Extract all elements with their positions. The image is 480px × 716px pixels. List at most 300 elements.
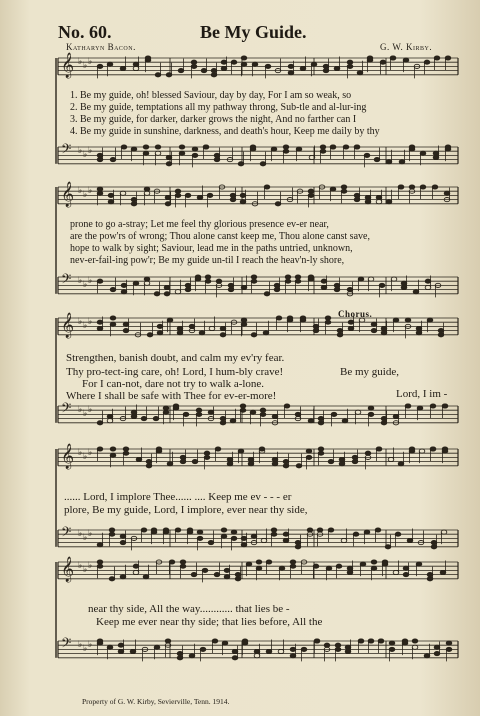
note-head xyxy=(224,575,230,579)
note-head xyxy=(376,447,382,451)
note-head xyxy=(336,564,342,568)
note-head xyxy=(318,447,324,451)
note-head xyxy=(97,320,103,324)
note-head xyxy=(403,573,409,577)
note-head xyxy=(300,316,306,320)
note-head xyxy=(141,528,147,532)
flat-sign: ♭ xyxy=(88,57,93,67)
note-head xyxy=(445,145,451,149)
note-head xyxy=(120,66,126,70)
note-head xyxy=(409,185,415,189)
note-head xyxy=(307,528,313,532)
note-head xyxy=(368,406,374,410)
note-head xyxy=(221,534,227,538)
note-head xyxy=(265,64,271,68)
note-head xyxy=(221,66,227,70)
note-head xyxy=(413,290,419,294)
note-head xyxy=(204,455,210,459)
note-head xyxy=(271,528,277,532)
note-head xyxy=(416,331,422,335)
note-head xyxy=(220,326,226,330)
note-head xyxy=(314,639,320,643)
note-head xyxy=(285,279,291,283)
note-head xyxy=(123,447,129,451)
note-head xyxy=(97,158,103,162)
note-head xyxy=(241,322,247,326)
note-head xyxy=(311,62,317,66)
note-head xyxy=(401,281,407,285)
note-head xyxy=(238,162,244,166)
note-head xyxy=(417,406,423,410)
note-head xyxy=(389,641,395,645)
note-head xyxy=(179,151,185,155)
note-head xyxy=(378,639,384,643)
note-head xyxy=(334,66,340,70)
treble-clef: 𝄞 xyxy=(61,557,75,582)
note-head xyxy=(155,73,161,77)
note-head xyxy=(376,195,382,199)
note-head xyxy=(231,530,237,534)
note-head xyxy=(200,647,206,651)
note-head xyxy=(179,145,185,149)
note-head xyxy=(347,64,353,68)
note-head xyxy=(165,202,171,206)
note-head xyxy=(220,417,226,421)
note-head xyxy=(295,279,301,283)
note-head xyxy=(388,457,394,461)
flat-sign: ♭ xyxy=(78,317,83,327)
note-head xyxy=(241,318,247,322)
note-head xyxy=(153,417,159,421)
note-head xyxy=(434,645,440,649)
note-head xyxy=(431,545,437,549)
note-head xyxy=(183,412,189,416)
note-head xyxy=(272,462,278,466)
flat-sign: ♭ xyxy=(83,409,88,419)
note-head xyxy=(313,564,319,568)
note-head xyxy=(97,191,103,195)
note-head xyxy=(123,451,129,455)
flat-sign: ♭ xyxy=(88,561,93,571)
note-head xyxy=(271,532,277,536)
note-head xyxy=(365,195,371,199)
verse-1-line-3: Strengthen, banish doubt, and calm my ev'ry fear. xyxy=(66,352,285,364)
note-head xyxy=(110,453,116,457)
note-head xyxy=(166,73,172,77)
note-head xyxy=(175,189,181,193)
note-head xyxy=(357,71,363,75)
note-head xyxy=(214,573,220,577)
note-head xyxy=(348,320,354,324)
note-head xyxy=(393,318,399,322)
note-head xyxy=(425,279,431,283)
note-head xyxy=(185,288,191,292)
note-head xyxy=(144,277,150,281)
note-head xyxy=(375,528,381,532)
note-head xyxy=(409,447,415,451)
note-head xyxy=(230,193,236,197)
note-head xyxy=(164,285,170,289)
note-head xyxy=(335,647,341,651)
note-head xyxy=(431,541,437,545)
verse-4-line-3: Where I shall be safe with Thee for ev-er-more! xyxy=(66,390,277,402)
note-head xyxy=(425,285,431,289)
flat-sign: ♭ xyxy=(88,448,93,458)
note-head xyxy=(121,290,127,294)
note-head xyxy=(419,449,425,453)
note-head xyxy=(120,534,126,538)
note-head xyxy=(381,331,387,335)
note-head xyxy=(306,455,312,459)
system5-lower-words: Keep me ever near thy side; that lies before, All the xyxy=(96,616,323,628)
note-head xyxy=(191,60,197,64)
note-head xyxy=(212,639,218,643)
note-head xyxy=(341,538,347,542)
note-head xyxy=(133,564,139,568)
bass-clef: 𝄢 xyxy=(61,141,72,160)
note-head xyxy=(241,56,247,60)
note-head xyxy=(420,151,426,155)
note-head xyxy=(398,185,404,189)
note-head xyxy=(325,320,331,324)
note-head xyxy=(110,322,116,326)
note-head xyxy=(143,145,149,149)
note-head xyxy=(339,462,345,466)
note-head xyxy=(382,560,388,564)
note-head xyxy=(235,573,241,577)
note-head xyxy=(211,69,217,73)
note-head xyxy=(276,316,282,320)
note-head xyxy=(228,283,234,287)
note-head xyxy=(260,408,266,412)
note-head xyxy=(337,333,343,337)
note-head xyxy=(368,639,374,643)
note-head xyxy=(131,414,137,418)
note-head xyxy=(123,329,129,333)
note-head xyxy=(214,158,220,162)
note-head xyxy=(227,457,233,461)
note-head xyxy=(320,145,326,149)
note-head xyxy=(347,566,353,570)
note-head xyxy=(97,639,103,643)
note-head xyxy=(272,414,278,418)
note-head xyxy=(427,318,433,322)
note-head xyxy=(393,570,399,574)
note-head xyxy=(342,419,348,423)
note-head xyxy=(399,160,405,164)
note-head xyxy=(250,145,256,149)
note-head xyxy=(391,277,397,281)
note-head xyxy=(154,645,160,649)
verse-3-line-3: For I can-not, dare not try to walk a-lone. xyxy=(82,378,265,390)
note-head xyxy=(133,281,139,285)
note-head xyxy=(227,462,233,466)
note-head xyxy=(110,158,116,162)
note-head xyxy=(180,460,186,464)
note-head xyxy=(195,275,201,279)
note-head xyxy=(403,58,409,62)
note-head xyxy=(109,577,115,581)
note-head xyxy=(97,421,103,425)
flat-sign: ♭ xyxy=(78,561,83,571)
note-head xyxy=(189,324,195,328)
note-head xyxy=(197,536,203,540)
note-head xyxy=(321,285,327,289)
note-head xyxy=(368,412,374,416)
note-head xyxy=(120,541,126,545)
note-head xyxy=(254,654,260,658)
note-head xyxy=(395,532,401,536)
note-head xyxy=(264,292,270,296)
verse-2-line-1: 2. Be my guide, temptations all my pathway throng, Sub-tle and al-lur-ing xyxy=(70,102,367,113)
note-head xyxy=(341,185,347,189)
note-head xyxy=(330,187,336,191)
note-head xyxy=(300,66,306,70)
note-head xyxy=(381,421,387,425)
note-head xyxy=(371,329,377,333)
note-head xyxy=(144,281,150,285)
note-head xyxy=(133,62,139,66)
note-head xyxy=(283,460,289,464)
note-head xyxy=(398,462,404,466)
note-head xyxy=(196,412,202,416)
note-head xyxy=(165,639,171,643)
note-head xyxy=(290,647,296,651)
note-head xyxy=(97,560,103,564)
flat-sign: ♭ xyxy=(88,405,93,415)
note-head xyxy=(185,193,191,197)
note-head xyxy=(367,56,373,60)
note-head xyxy=(313,329,319,333)
note-head xyxy=(412,639,418,643)
note-head xyxy=(145,56,151,60)
note-head xyxy=(295,541,301,545)
note-head xyxy=(164,292,170,296)
note-head xyxy=(251,333,257,337)
flat-sign: ♭ xyxy=(83,321,88,331)
note-head xyxy=(434,56,440,60)
note-head xyxy=(365,200,371,204)
note-head xyxy=(109,532,115,536)
note-head xyxy=(313,324,319,328)
note-head xyxy=(335,643,341,647)
note-head xyxy=(240,200,246,204)
note-head xyxy=(144,191,150,195)
verse-2-line-3: Thy pro-tect-ing care, oh! Lord, I hum-bly crave! xyxy=(66,366,284,378)
note-head xyxy=(256,560,262,564)
note-head xyxy=(166,162,172,166)
note-head xyxy=(264,185,270,189)
note-head xyxy=(131,147,137,151)
note-head xyxy=(97,279,103,283)
note-head xyxy=(205,279,211,283)
note-head xyxy=(401,285,407,289)
note-head xyxy=(360,562,366,566)
note-head xyxy=(197,530,203,534)
note-head xyxy=(238,449,244,453)
note-head xyxy=(133,66,139,70)
note-head xyxy=(180,455,186,459)
note-head xyxy=(222,641,228,645)
note-head xyxy=(110,316,116,320)
note-head xyxy=(241,543,247,547)
note-head xyxy=(201,69,207,73)
composer-credit: G. W. Kirby. xyxy=(380,42,433,52)
note-head xyxy=(440,570,446,574)
hymn-number: No. 60. xyxy=(58,22,112,42)
note-head xyxy=(136,457,142,461)
note-head xyxy=(163,406,169,410)
note-head xyxy=(318,421,324,425)
note-head xyxy=(146,464,152,468)
note-head xyxy=(123,322,129,326)
note-head xyxy=(347,288,353,292)
bass-clef: 𝄢 xyxy=(61,400,72,419)
note-head xyxy=(341,189,347,193)
note-head xyxy=(271,147,277,151)
note-head xyxy=(261,538,267,542)
note-head xyxy=(376,200,382,204)
bass-clef: 𝄢 xyxy=(61,524,72,543)
note-head xyxy=(209,326,215,330)
note-head xyxy=(358,277,364,281)
note-head xyxy=(177,331,183,335)
note-head xyxy=(295,412,301,416)
flat-sign: ♭ xyxy=(78,640,83,650)
note-head xyxy=(390,56,396,60)
note-head xyxy=(163,528,169,532)
note-head xyxy=(252,62,258,66)
note-head xyxy=(144,187,150,191)
note-head xyxy=(430,404,436,408)
bass-clef: 𝄢 xyxy=(61,635,72,654)
note-head xyxy=(353,532,359,536)
note-head xyxy=(306,449,312,453)
note-head xyxy=(230,419,236,423)
note-head xyxy=(251,534,257,538)
note-head xyxy=(427,573,433,577)
note-head xyxy=(364,153,370,157)
note-head xyxy=(358,639,364,643)
note-head xyxy=(155,145,161,149)
flat-sign: ♭ xyxy=(83,61,88,71)
note-head xyxy=(416,326,422,330)
verse-1-line-2: prone to go a-stray; Let me feel thy glorious presence ev-er near, xyxy=(70,219,329,230)
note-head xyxy=(197,195,203,199)
note-head xyxy=(275,202,281,206)
note-head xyxy=(118,643,124,647)
note-head xyxy=(107,62,113,66)
note-head xyxy=(285,275,291,279)
note-head xyxy=(287,316,293,320)
note-head xyxy=(331,412,337,416)
note-head xyxy=(295,275,301,279)
note-head xyxy=(379,283,385,287)
note-head xyxy=(241,285,247,289)
note-head xyxy=(402,639,408,643)
note-head xyxy=(438,329,444,333)
note-head xyxy=(180,560,186,564)
note-head xyxy=(288,64,294,68)
note-head xyxy=(256,566,262,570)
note-head xyxy=(232,649,238,653)
note-head xyxy=(189,654,195,658)
note-head xyxy=(108,200,114,204)
system4-upper-words: ...... Lord, I implore Thee...... .... Keep me ev - - - er xyxy=(64,491,292,503)
note-head xyxy=(348,326,354,330)
note-head xyxy=(203,145,209,149)
note-head xyxy=(290,560,296,564)
note-head xyxy=(444,191,450,195)
treble-clef: 𝄞 xyxy=(61,53,75,78)
note-head xyxy=(339,457,345,461)
note-head xyxy=(107,419,113,423)
note-head xyxy=(337,329,343,333)
note-head xyxy=(283,149,289,153)
flat-sign: ♭ xyxy=(88,186,93,196)
treble-clef: 𝄞 xyxy=(61,444,75,469)
note-head xyxy=(163,410,169,414)
note-head xyxy=(308,193,314,197)
note-head xyxy=(121,283,127,287)
note-head xyxy=(328,460,334,464)
note-head xyxy=(131,202,137,206)
note-head xyxy=(235,577,241,581)
note-head xyxy=(254,649,260,653)
note-head xyxy=(283,538,289,542)
flat-sign: ♭ xyxy=(78,529,83,539)
note-head xyxy=(211,73,217,77)
note-head xyxy=(156,447,162,451)
note-head xyxy=(221,528,227,532)
note-head xyxy=(407,538,413,542)
verse-1-line-1: 1. Be my guide, oh! blessed Saviour, day by day, For I am so weak, so xyxy=(70,90,352,101)
note-head xyxy=(263,331,269,335)
flat-sign: ♭ xyxy=(83,565,88,575)
note-head xyxy=(345,649,351,653)
note-head xyxy=(107,414,113,418)
flat-sign: ♭ xyxy=(83,280,88,290)
note-head xyxy=(424,60,430,64)
flat-sign: ♭ xyxy=(78,57,83,67)
note-head xyxy=(260,412,266,416)
note-head xyxy=(374,158,380,162)
note-head xyxy=(192,460,198,464)
note-head xyxy=(147,333,153,337)
note-head xyxy=(141,417,147,421)
flat-sign: ♭ xyxy=(83,644,88,654)
note-head xyxy=(204,451,210,455)
note-head xyxy=(274,283,280,287)
flat-sign: ♭ xyxy=(78,448,83,458)
note-head xyxy=(386,160,392,164)
note-head xyxy=(199,331,205,335)
note-head xyxy=(317,528,323,532)
note-head xyxy=(214,153,220,157)
note-head xyxy=(109,528,115,532)
bass-clef: 𝄢 xyxy=(61,271,72,290)
verse-4-line-2: nev-er-fail-ing pow'r; Be my guide un-til I reach the heav'n-ly shore, xyxy=(70,255,345,266)
note-head xyxy=(240,404,246,408)
note-head xyxy=(167,462,173,466)
note-head xyxy=(166,155,172,159)
note-head xyxy=(284,404,290,408)
note-head xyxy=(175,528,181,532)
note-head xyxy=(121,145,127,149)
note-head xyxy=(248,462,254,466)
note-head xyxy=(424,654,430,658)
note-head xyxy=(434,652,440,656)
